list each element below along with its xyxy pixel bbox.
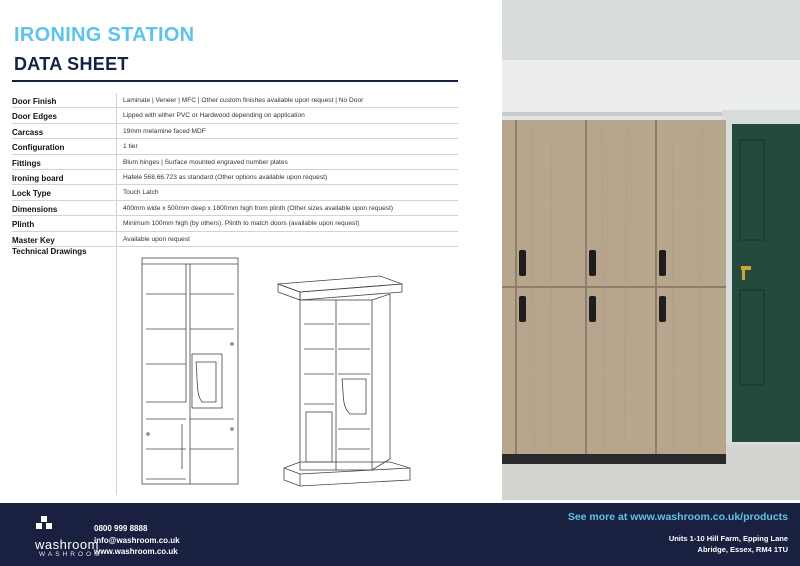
spec-row-ironing-board xyxy=(12,170,458,185)
spec-label: Ironing board xyxy=(12,173,64,183)
spec-label: Configuration xyxy=(12,143,65,153)
spec-row-door-edges xyxy=(12,108,458,123)
logo-subtext: WASHROOM xyxy=(39,551,103,558)
spec-value: Available upon request xyxy=(116,232,458,246)
spec-value: Lipped with either PVC or Hardwood depending on application xyxy=(116,108,458,122)
address-line-1: Units 1-10 Hill Farm, Epping Lane xyxy=(668,534,788,543)
title-underline xyxy=(12,80,458,82)
spec-value: 19mm melamine faced MDF xyxy=(116,124,458,138)
spec-label: Door Finish xyxy=(12,97,57,106)
address-line-2: Abridge, Essex, RM4 1TU xyxy=(697,545,788,554)
spec-value: Touch Latch xyxy=(116,185,458,199)
isometric-drawing xyxy=(270,254,420,494)
spec-label: Plinth xyxy=(12,220,35,230)
spec-row-master-key xyxy=(12,232,458,247)
website-link[interactable]: www.washroom.co.uk xyxy=(94,547,178,556)
spec-value: Laminate | Veneer | MFC | Other custom finishes available upon request | No Door xyxy=(116,93,458,107)
spec-value: 400mm wide x 500mm deep x 1800mm high from plinth (Other sizes available upon request) xyxy=(116,201,458,215)
spec-row-dimensions xyxy=(12,201,458,216)
title-ironing-station: IRONING STATION xyxy=(14,24,195,46)
footer-bar xyxy=(0,503,800,566)
spec-row-plinth xyxy=(12,216,458,231)
products-link[interactable]: See more at www.washroom.co.uk/products xyxy=(567,511,788,523)
spec-row-lock-type xyxy=(12,185,458,200)
spec-label: Lock Type xyxy=(12,189,51,199)
logo-wordmark: washroom xyxy=(35,537,99,552)
spec-label: Master Key xyxy=(12,235,55,245)
spec-row-fittings xyxy=(12,155,458,170)
spec-value: 1 tier xyxy=(116,139,458,153)
phone-number[interactable]: 0800 999 8888 xyxy=(94,524,148,533)
title-data-sheet: DATA SHEET xyxy=(14,54,129,74)
spec-label: Door Edges xyxy=(12,112,57,122)
spec-value: Minimum 100mm high (by others). Plinth to match doors (available upon request) xyxy=(116,216,458,230)
spec-label: Fittings xyxy=(12,158,41,168)
technical-drawings-label: Technical Drawings xyxy=(12,247,87,256)
spec-value: Hafele 568.66.723 as standard (Other options available upon request) xyxy=(116,170,458,184)
locker-room-photo xyxy=(502,0,800,500)
spec-table xyxy=(12,93,458,247)
front-elevation-drawing xyxy=(138,254,243,494)
email-link[interactable]: info@washroom.co.uk xyxy=(94,535,180,545)
spec-row-configuration xyxy=(12,139,458,154)
spec-row-carcass xyxy=(12,124,458,139)
spec-row-door-finish xyxy=(12,93,458,108)
spec-label: Carcass xyxy=(12,127,44,137)
spec-value: Blum hinges | Surface mounted engraved number plates xyxy=(116,155,458,169)
contact-block xyxy=(94,523,180,558)
address-block xyxy=(669,533,788,555)
drawings-divider xyxy=(116,247,117,495)
washroom-logo-icon xyxy=(36,516,56,536)
spec-label: Dimensions xyxy=(12,204,58,214)
